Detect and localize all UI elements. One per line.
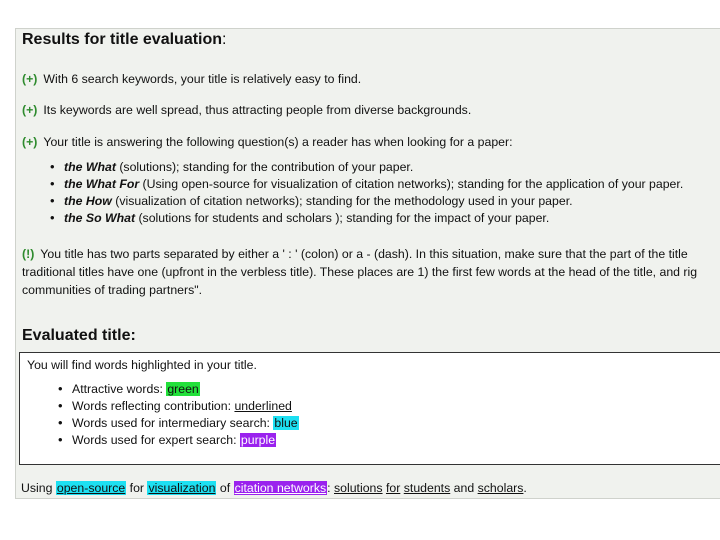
question-text: (Using open-source for visualization of citation networks); standing for the application of your paper. [139, 177, 684, 191]
title-word: for [129, 481, 145, 495]
evaluated-heading: Evaluated title: [22, 327, 136, 344]
title-word: : [327, 481, 331, 495]
title-word: of [219, 481, 231, 495]
title-word-blue: open-source [56, 481, 126, 495]
legend-item [58, 416, 299, 433]
question-item [50, 194, 683, 211]
legend-text: Words used for expert search: [72, 433, 240, 447]
positive-mark: (+) [22, 135, 38, 149]
result-text: With 6 search keywords, your title is relatively easy to find. [43, 72, 362, 86]
result-text: Your title is answering the following question(s) a reader has when looking for a paper: [43, 135, 513, 149]
question-item [50, 177, 683, 194]
legend-sample-blue: blue [274, 416, 298, 430]
question-list [50, 160, 683, 228]
question-label: the What [64, 160, 116, 174]
result-item [22, 103, 471, 117]
legend-text: Attractive words: [72, 382, 167, 396]
legend-sample-purple: purple [240, 433, 276, 447]
bottom-divider [15, 498, 720, 499]
warning-line: traditional titles have one (upfront in the verbless title). These places are 1) the first few words at the head of the title, and rig [22, 265, 698, 279]
question-text: (solutions); standing for the contribution of your paper. [115, 160, 414, 174]
results-heading-text: Results for title evaluation [22, 31, 223, 48]
question-item [50, 160, 683, 177]
title-word: Using [21, 481, 53, 495]
results-heading [22, 31, 227, 49]
evaluation-panel [15, 28, 720, 499]
title-word: and [453, 481, 475, 495]
title-word-underlined: students [403, 481, 451, 495]
result-item [22, 135, 513, 149]
title-word-purple: citation networks [234, 481, 327, 495]
legend-item [58, 382, 299, 399]
legend-item [58, 433, 299, 450]
legend-sample-green: green [167, 382, 199, 396]
question-item [50, 211, 683, 228]
result-text: Its keywords are well spread, thus attracting people from diverse backgrounds. [43, 103, 472, 117]
question-text: (solutions for students and scholars ); standing for the impact of your paper. [135, 211, 550, 225]
warning-text: You title has two parts separated by either a ' : ' (colon) or a - (dash). In this situation, make sure that the part of the title [40, 247, 688, 261]
positive-mark: (+) [22, 72, 38, 86]
highlight-legend [58, 382, 299, 450]
result-item [22, 72, 361, 86]
warning-line: communities of trading partners". [22, 283, 203, 297]
question-label: the So What [64, 211, 136, 225]
question-text: (visualization of citation networks); standing for the methodology used in your paper. [111, 194, 573, 208]
positive-mark: (+) [22, 103, 38, 117]
warning-mark: (!) [22, 247, 35, 261]
legend-sample-underlined: underlined [234, 399, 292, 413]
question-label: the What For [64, 177, 140, 191]
title-word-underlined: scholars [477, 481, 524, 495]
highlighted-title [21, 481, 527, 495]
title-word: . [523, 481, 527, 495]
legend-text: Words reflecting contribution: [72, 399, 235, 413]
question-label: the How [64, 194, 112, 208]
legend-item [58, 399, 299, 416]
title-word-underlined: solutions [334, 481, 383, 495]
legend-text: Words used for intermediary search: [72, 416, 274, 430]
title-word-blue: visualization [148, 481, 216, 495]
evaluated-title-box [19, 352, 720, 465]
results-heading-colon: : [222, 31, 227, 48]
evaluated-intro: You will find words highlighted in your title. [27, 358, 257, 372]
warning-line [22, 247, 688, 261]
title-word-underlined: for [385, 481, 401, 495]
